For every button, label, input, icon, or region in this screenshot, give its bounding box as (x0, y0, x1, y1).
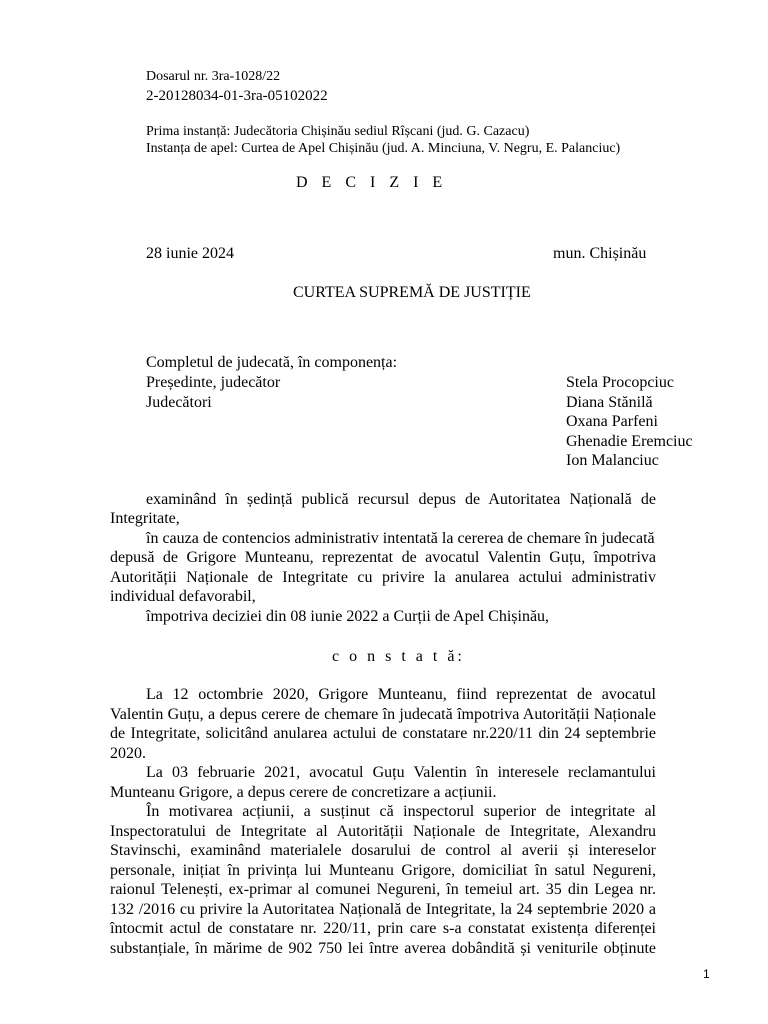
constata-heading: c o n s t a t ă: (332, 648, 465, 665)
intro-line: împotriva deciziei din 08 iunie 2022 a Curții de Apel Chișinău, (146, 608, 550, 625)
judges-label: Judecători (146, 394, 212, 411)
decision-date: 28 iunie 2024 (146, 245, 234, 262)
body-line: Munteanu Grigore, a depus cerere de concretizare a acțiunii. (110, 784, 497, 801)
president-name: Stela Procopciuc (566, 374, 674, 391)
intro-line: examinând în ședință publică recursul depus de Autoritatea Națională de (146, 491, 656, 508)
intro-line: Integritate, (110, 510, 180, 527)
judge-name: Oxana Parfeni (566, 413, 658, 430)
case-number: Dosarul nr. 3ra-1028/22 (146, 69, 281, 84)
intro-line: individual defavorabil, (110, 588, 256, 605)
judge-name: Diana Stănilă (566, 394, 653, 411)
panel-intro: Completul de judecată, în componența: (146, 354, 398, 371)
body-line: Inspectoratului de Integritate al Autorității Naționale de Integritate, Alexandru (110, 823, 656, 840)
intro-line: Autorității Naționale de Integritate cu privire la anularea actului administrativ (110, 569, 656, 586)
body-line: de Integritate, solicitând anularea actului de constatare nr.220/11 din 24 septembrie (110, 725, 656, 742)
intro-line: în cauza de contencios administrativ intentată la cererea de chemare în judecată (146, 530, 655, 547)
body-line: La 03 februarie 2021, avocatul Guțu Valentin în interesele reclamantului (146, 764, 656, 781)
body-line: raionul Telenești, ex-primar al comunei Negureni, în temeiul art. 35 din Legea nr. (110, 881, 656, 898)
judge-name: Ion Malanciuc (566, 452, 659, 469)
document-title: D E C I Z I E (296, 174, 448, 191)
body-line: substanțiale, în mărime de 902 750 lei între averea dobândită și veniturile obținute (110, 940, 656, 957)
body-line: 2020. (110, 745, 146, 762)
president-label: Președinte, judecător (146, 374, 281, 391)
body-line: În motivarea acțiunii, a susținut că inspectorul superior de integritate al (146, 803, 656, 820)
body-line: întocmit actul de constatare nr. 220/11, prin care s-a constatat existența diferenței (110, 920, 656, 937)
first-instance: Prima instanță: Judecătoria Chișinău sediul Rîșcani (jud. G. Cazacu) (146, 124, 530, 139)
case-code: 2-20128034-01-3ra-05102022 (146, 88, 328, 104)
judge-name: Ghenadie Eremciuc (566, 433, 693, 450)
decision-place: mun. Chișinău (553, 245, 647, 262)
body-line: 132 /2016 cu privire la Autoritatea Națională de Integritate, la 24 septembrie 2020 a (110, 901, 656, 918)
body-line: personale, inițiat în privința lui Munteanu Grigore, domiciliat în satul Negureni, (110, 862, 656, 879)
body-line: La 12 octombrie 2020, Grigore Munteanu, fiind reprezentat de avocatul (146, 686, 656, 703)
body-line: Valentin Guțu, a depus cerere de chemare în judecată împotriva Autorității Naționale (110, 706, 656, 723)
page-number: 1 (703, 967, 710, 981)
body-line: Stavinschi, examinând materialele dosarului de control al averii și intereselor (110, 842, 656, 859)
appeal-instance: Instanța de apel: Curtea de Apel Chișinău (jud. A. Minciuna, V. Negru, E. Palanciuc) (146, 141, 621, 156)
intro-line: depusă de Grigore Munteanu, reprezentat de avocatul Valentin Guțu, împotriva (110, 549, 656, 566)
court-name: CURTEA SUPREMĂ DE JUSTIȚIE (293, 284, 531, 301)
